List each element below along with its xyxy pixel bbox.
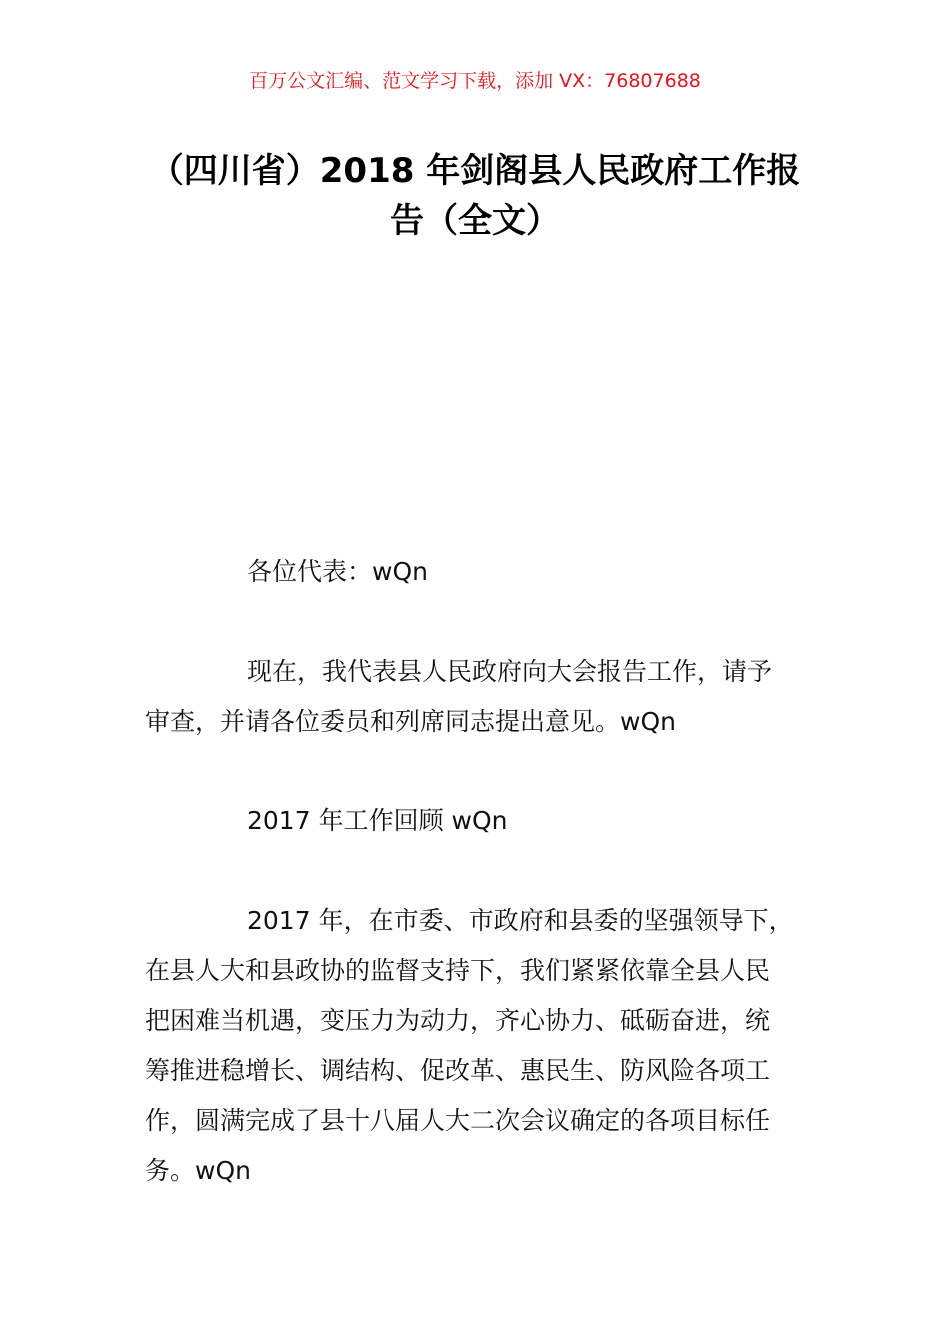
paragraph-line: 作，圆满完成了县十八届人大二次会议确定的各项目标任 — [145, 1106, 771, 1135]
paragraph-line: 在县人大和县政协的监督支持下，我们紧紧依靠全县人民 — [145, 956, 771, 985]
title-line: 告（全文） — [390, 201, 560, 241]
paragraph-line: 筹推进稳增长、调结构、促改革、惠民生、防风险各项工 — [145, 1056, 771, 1085]
paragraph-review — [145, 896, 810, 1196]
watermark-header: 百万公文汇编、范文学习下载，添加 VX：76807688 — [249, 70, 701, 92]
paragraph-intro — [145, 647, 810, 747]
paragraph-line: 2017 年，在市委、市政府和县委的坚强领导下， — [247, 906, 794, 935]
paragraph-line: 务。wQn — [145, 1156, 251, 1185]
paragraph-line: 2017 年工作回顾 wQn — [247, 806, 508, 835]
paragraph-line: 把困难当机遇，变压力为动力，齐心协力、砥砺奋进，统 — [145, 1006, 771, 1035]
paragraph-line: 审查，并请各位委员和列席同志提出意见。wQn — [145, 707, 676, 736]
paragraph-line: 现在，我代表县人民政府向大会报告工作，请予 — [247, 657, 773, 686]
paragraph-salutation — [145, 547, 810, 597]
section-heading — [145, 796, 810, 846]
title-line: （四川省）2018 年剑阁县人民政府工作报 — [149, 151, 801, 191]
paragraph-line: 各位代表：wQn — [247, 557, 428, 586]
document-title — [140, 146, 810, 246]
